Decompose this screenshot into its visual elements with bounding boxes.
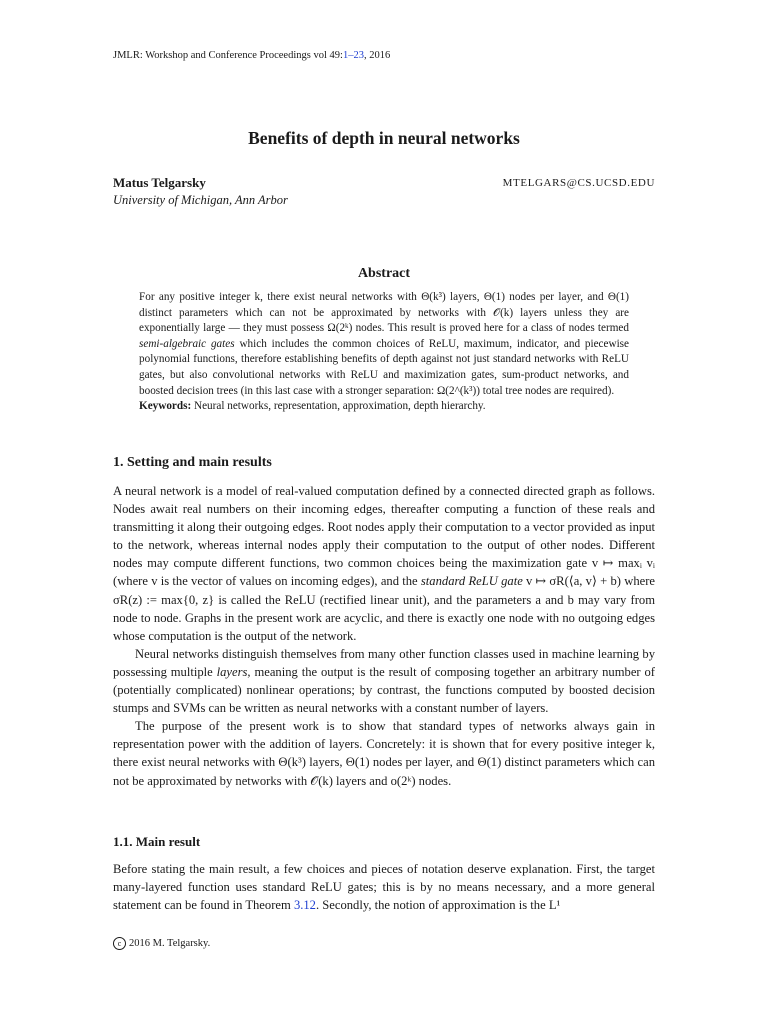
paragraph-text: , meaning the output is the result of composing together an arbitrary number of (potentially complicated) nonlinear operations; by contrast, the functions computed by boosted decision stumps and SVMs can be written as neural networks with a constant number of layers.	[113, 664, 655, 716]
paragraph-text: Before stating the main result, a few choices and pieces of notation deserve explanation. First, the target many-layered function uses standard ReLU gates; this is by no means necessary, and a more general statement can be found in Theorem	[113, 862, 655, 913]
paragraph-text: v ↦ σR(⟨a, v⟩ + b) where σR(z) := max{0, z} is called the ReLU (rectified linear unit), and the parameters a and b may vary from node to node. Graphs in the present work are acyclic, and there is exactly one node with no outgoing edges whose computation is the output of the network.	[113, 574, 655, 643]
venue-text: JMLR: Workshop and Conference Proceedings vol 49:	[113, 50, 343, 61]
author-affiliation: University of Michigan, Ann Arbor	[113, 193, 288, 207]
abstract-sentence-2-rest: which includes the common choices of ReLU, maximum, indicator, and piecewise polynomial functions, therefore establishing benefits of depth against not just standard networks with ReLU gates, but also convolutional networks with ReLU and maximization gates, sum-product networks, and boosted decision trees (in this last case with a stronger separation: Ω(2^(k³)) total tree nodes are required).	[139, 337, 629, 397]
copyright-icon: c	[113, 937, 126, 950]
abstract-term: semi-algebraic gates	[139, 337, 235, 350]
journal-header	[113, 50, 390, 61]
layers-term: layers	[216, 664, 248, 679]
subsection-1-1-body	[113, 860, 655, 914]
keywords-label: Keywords:	[139, 400, 192, 413]
keywords	[139, 399, 629, 415]
section-1-paragraph-2	[113, 645, 655, 717]
author-email: MTELGARS@CS.UCSD.EDU	[502, 177, 655, 189]
abstract-sentence-1: For any positive integer k, there exist neural networks with Θ(k³) layers, Θ(1) nodes per layer, and Θ(1) distinct parameters which can not be approximated by networks with 𝒪(k) layers unless they are exponentially large — they must possess Ω(2ᵏ) nodes.	[139, 291, 629, 335]
copyright-footer	[113, 937, 210, 950]
abstract-heading: Abstract	[357, 266, 411, 281]
abstract-paragraph	[139, 290, 629, 399]
section-1-paragraph-1	[113, 482, 655, 645]
theorem-ref-link[interactable]: 3.12	[293, 898, 316, 913]
section-1-paragraph-3: The purpose of the present work is to show that standard types of networks always gain in representation power with the addition of layers. Concretely: it is shown that for every positive integer k, there exist neural networks with Θ(k³) layers, Θ(1) nodes per layer, and Θ(1) distinct parameters which can not be approximated by networks with 𝒪(k) layers and o(2ᵏ) nodes.	[113, 719, 655, 788]
abstract-sentence-2-lead: This result is proved here for a class of nodes termed	[387, 322, 629, 335]
paragraph-text: A neural network is a model of real-valued computation defined by a connected directed graph as follows. Nodes await real numbers on their incoming edges, thereafter computing a function of these reals and transmitting it along their outgoing edges. Root nodes apply their computation to a vector provided as input to the network, whereas internal nodes apply their computation to the output of other nodes. Different nodes may compute different functions, two common choices being the maximization gate v ↦ maxᵢ vᵢ (where v is the vector of values on incoming edges), and the	[113, 484, 655, 589]
subsection-1-1-heading: 1.1. Main result	[113, 834, 201, 849]
page-range-link[interactable]: 1–23	[342, 50, 364, 61]
paragraph-text: Neural networks distinguish themselves from many other function classes used in machine learning by possessing multiple	[113, 646, 655, 679]
standard-relu-term: standard ReLU gate	[420, 574, 523, 589]
year-text: , 2016	[363, 50, 391, 61]
section-1-body	[113, 482, 655, 790]
paragraph-text: . Secondly, the notion of approximation is the L¹	[315, 898, 561, 913]
author-name: Matus Telgarsky	[113, 175, 206, 190]
abstract-body	[139, 290, 629, 415]
section-1-heading: 1. Setting and main results	[113, 455, 272, 470]
copyright-text: 2016 M. Telgarsky.	[129, 938, 211, 949]
subsection-1-1-paragraph-1	[113, 860, 655, 914]
paper-title: Benefits of depth in neural networks	[248, 128, 520, 148]
keywords-text: Neural networks, representation, approximation, depth hierarchy.	[194, 400, 486, 413]
